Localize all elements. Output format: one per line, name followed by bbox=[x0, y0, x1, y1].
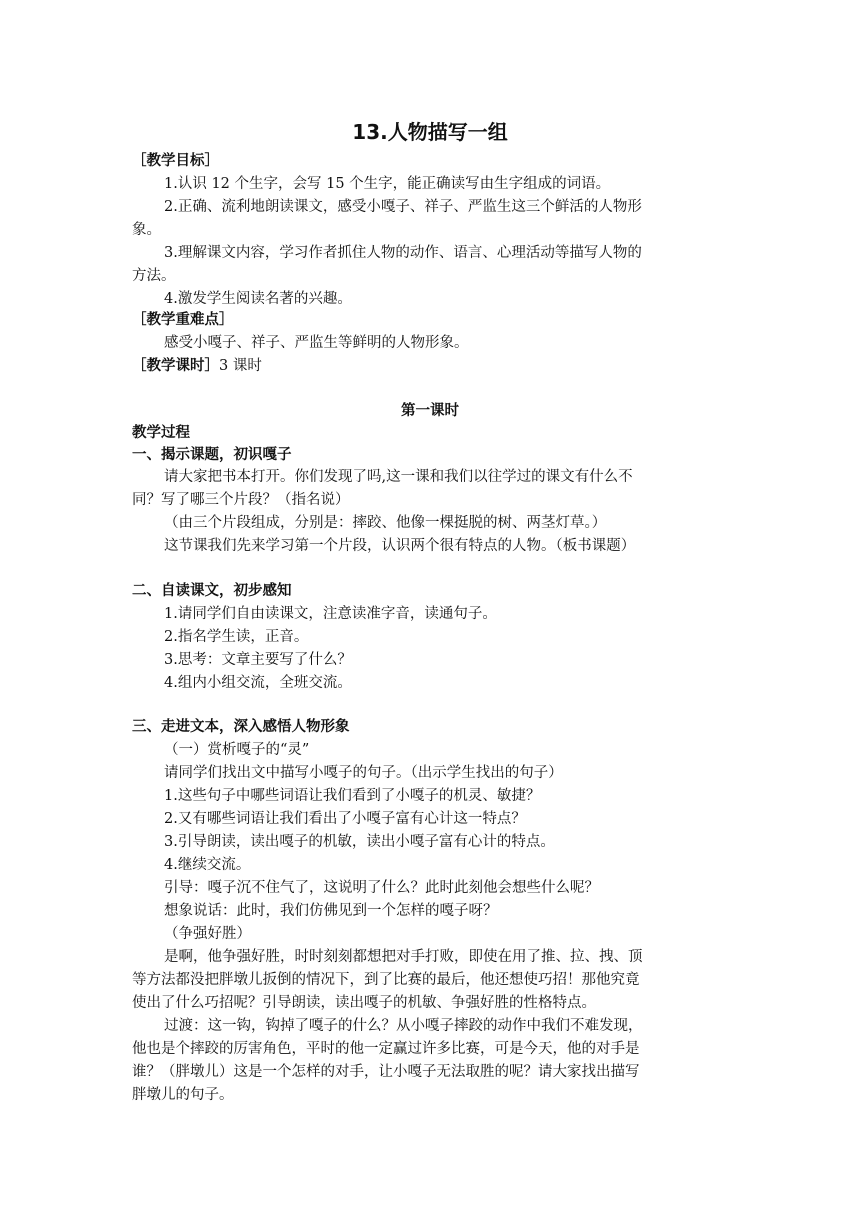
paragraph-line: 4.继续交流。 bbox=[164, 857, 251, 873]
paragraph-line: 同？写了哪三个片段？（指名说） bbox=[132, 492, 350, 508]
paragraph-line: 3.引导朗读，读出嘎子的机敏，读出小嘎子富有心计的特点。 bbox=[164, 834, 555, 850]
periods-heading: ［教学课时］ bbox=[132, 358, 219, 374]
paragraph-line: 引导：嘎子沉不住气了，这说明了什么？此时此刻他会想些什么呢？ bbox=[164, 880, 599, 896]
lesson-title: 第一课时 bbox=[401, 403, 459, 419]
periods-text: 3 课时 bbox=[219, 358, 262, 374]
paragraph-line: 他也是个摔跤的厉害角色，平时的他一定赢过许多比赛，可是今天，他的对手是 bbox=[132, 1041, 640, 1057]
objective-item: 4.激发学生阅读名著的兴趣。 bbox=[164, 291, 352, 307]
section-heading: 一、揭示课题，初识嘎子 bbox=[132, 447, 292, 463]
paragraph-line: 4.组内小组交流，全班交流。 bbox=[164, 675, 352, 691]
objective-item: 方法。 bbox=[132, 268, 176, 284]
paragraph-line: 1.这些句子中哪些词语让我们看到了小嘎子的机灵、敏捷？ bbox=[164, 788, 541, 804]
paragraph-line: 这节课我们先来学习第一个片段，认识两个很有特点的人物。（板书课题） bbox=[164, 538, 636, 554]
paragraph-line: 想象说话：此时，我们仿佛见到一个怎样的嘎子呀？ bbox=[164, 903, 498, 919]
paragraph-line: 等方法都没把胖墩儿扳倒的情况下，到了比赛的最后，他还想使巧招！那他究竟 bbox=[132, 972, 640, 988]
objective-item: 1.认识 12 个生字，会写 15 个生字，能正确读写由生字组成的词语。 bbox=[164, 176, 611, 192]
paragraph-line: （由三个片段组成，分别是：摔跤、他像一棵挺脱的树、两茎灯草。） bbox=[164, 515, 607, 531]
paragraph-line: 2.指名学生读，正音。 bbox=[164, 629, 309, 645]
key-points-heading: ［教学重难点］ bbox=[132, 312, 234, 328]
process-heading: 教学过程 bbox=[132, 425, 190, 441]
paragraph-line: 3.思考：文章主要写了什么？ bbox=[164, 652, 352, 668]
document-title: 13.人物描写一组 bbox=[352, 120, 508, 144]
paragraph-line: （一）赏析嘎子的“灵” bbox=[164, 742, 310, 758]
key-points-text: 感受小嘎子、祥子、严监生等鲜明的人物形象。 bbox=[164, 335, 469, 351]
paragraph-line: 胖墩儿的句子。 bbox=[132, 1087, 234, 1103]
objective-item: 3.理解课文内容，学习作者抓住人物的动作、语言、心理活动等描写人物的 bbox=[164, 245, 642, 261]
paragraph-line: 使出了什么巧招呢？引导朗读，读出嘎子的机敏、争强好胜的性格特点。 bbox=[132, 995, 596, 1011]
objective-item: 象。 bbox=[132, 222, 161, 238]
paragraph-line: 是啊，他争强好胜，时时刻刻都想把对手打败，即使在用了推、拉、拽、顶 bbox=[164, 949, 643, 965]
section-heading: 二、自读课文，初步感知 bbox=[132, 583, 292, 599]
paragraph-line: 谁？（胖墩儿）这是一个怎样的对手，让小嘎子无法取胜的呢？请大家找出描写 bbox=[132, 1064, 640, 1080]
objectives-heading: ［教学目标］ bbox=[132, 153, 219, 169]
paragraph-line: 过渡：这一钩，钩掉了嘎子的什么？从小嘎子摔跤的动作中我们不难发现， bbox=[164, 1018, 643, 1034]
section-heading: 三、走进文本，深入感悟人物形象 bbox=[132, 719, 350, 735]
objective-item: 2.正确、流利地朗读课文，感受小嘎子、祥子、严监生这三个鲜活的人物形 bbox=[164, 199, 642, 215]
paragraph-line: （争强好胜） bbox=[164, 926, 251, 942]
paragraph-line: 请大家把书本打开。你们发现了吗,这一课和我们以往学过的课文有什么不 bbox=[164, 469, 633, 485]
paragraph-line: 2.又有哪些词语让我们看出了小嘎子富有心计这一特点？ bbox=[164, 811, 526, 827]
periods-line bbox=[132, 355, 262, 377]
paragraph-line: 1.请同学们自由读课文，注意读准字音，读通句子。 bbox=[164, 606, 497, 622]
paragraph-line: 请同学们找出文中描写小嘎子的句子。（出示学生找出的句子） bbox=[164, 765, 563, 781]
